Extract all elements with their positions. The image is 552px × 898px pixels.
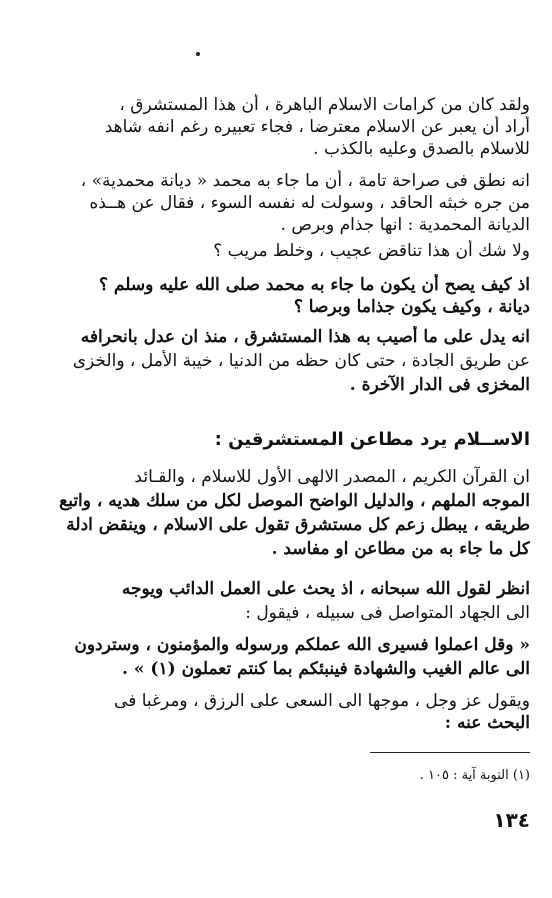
text-line: انه نطق فى صراحة تامة ، أن ما جاء به محمد « ديانة محمدية» ، bbox=[80, 171, 530, 191]
text-line: اذ كيف يصح أن يكون ما جاء به محمد صلى الله عليه وسلم ؟ bbox=[98, 275, 530, 295]
section-heading: الاســلام يرد مطاعن المستشرقين : bbox=[214, 429, 530, 450]
quran-quote-line: الى عالم الغيب والشهادة فينبئكم بما كنتم تعملون (١) » . bbox=[122, 659, 530, 679]
text-line: الى الجهاد المتواصل فى سبيله ، فيقول : bbox=[245, 603, 530, 623]
text-line: كل ما جاء به من مطاعن او مفاسد . bbox=[271, 539, 530, 559]
footnote: (١) التوبة آية : ١٠٥ . bbox=[419, 768, 530, 783]
text-line: للاسلام بالصدق وعليه بالكذب . bbox=[313, 139, 530, 159]
text-line: انه يدل على ما أصيب به هذا المستشرق ، منذ ان عدل بانحرافه bbox=[80, 327, 530, 347]
text-line: ان القرآن الكريم ، المصدر الالهى الأول للاسلام ، والقـائد bbox=[134, 467, 530, 487]
footnote-divider bbox=[370, 752, 530, 753]
text-line: عن طريق الجادة ، حتى كان حظه من الدنيا ، خيبة الأمل ، والخزى bbox=[72, 351, 530, 371]
text-line: المخزى فى الدار الآخرة . bbox=[349, 375, 530, 395]
text-line: الموجه الملهم ، والدليل الواضح الموصل لكل من سلك هديه ، واتبع bbox=[59, 491, 530, 511]
text-line: ولا شك أن هذا تناقض عجيب ، وخلط مريب ؟ bbox=[213, 241, 530, 261]
text-line: ديانة ، وكيف يكون جذاما وبرصا ؟ bbox=[293, 297, 530, 317]
text-line: طريقه ، يبطل زعم كل مستشرق تقول على الاسلام ، وينقض ادلة bbox=[66, 515, 530, 535]
text-line: ويقول عز وجل ، موجها الى السعى على الرزق ، ومرغبا فى bbox=[114, 691, 530, 711]
body-text bbox=[20, 0, 530, 898]
quran-quote-line: « وقل اعملوا فسيرى الله عملكم ورسوله والمؤمنون ، وستردون bbox=[74, 635, 530, 655]
text-line: البحث عنه : bbox=[444, 713, 530, 733]
text-line: من جره خبثه الحاقد ، وسولت له نفسه السوء ، فقال عن هــذه bbox=[89, 193, 530, 213]
page-number: ١٣٤ bbox=[493, 808, 530, 832]
text-line: ولقد كان من كرامات الاسلام الباهرة ، أن هذا المستشرق ، bbox=[119, 95, 530, 115]
text-line: الديانة المحمدية : انها جذام وبرص . bbox=[280, 215, 530, 235]
text-line: انظر لقول الله سبحانه ، اذ يحث على العمل الدائب ويوجه bbox=[121, 579, 530, 599]
text-line: أراد أن يعبر عن الاسلام معترضا ، فجاء تعبيره رغم انفه شاهد bbox=[104, 117, 530, 137]
